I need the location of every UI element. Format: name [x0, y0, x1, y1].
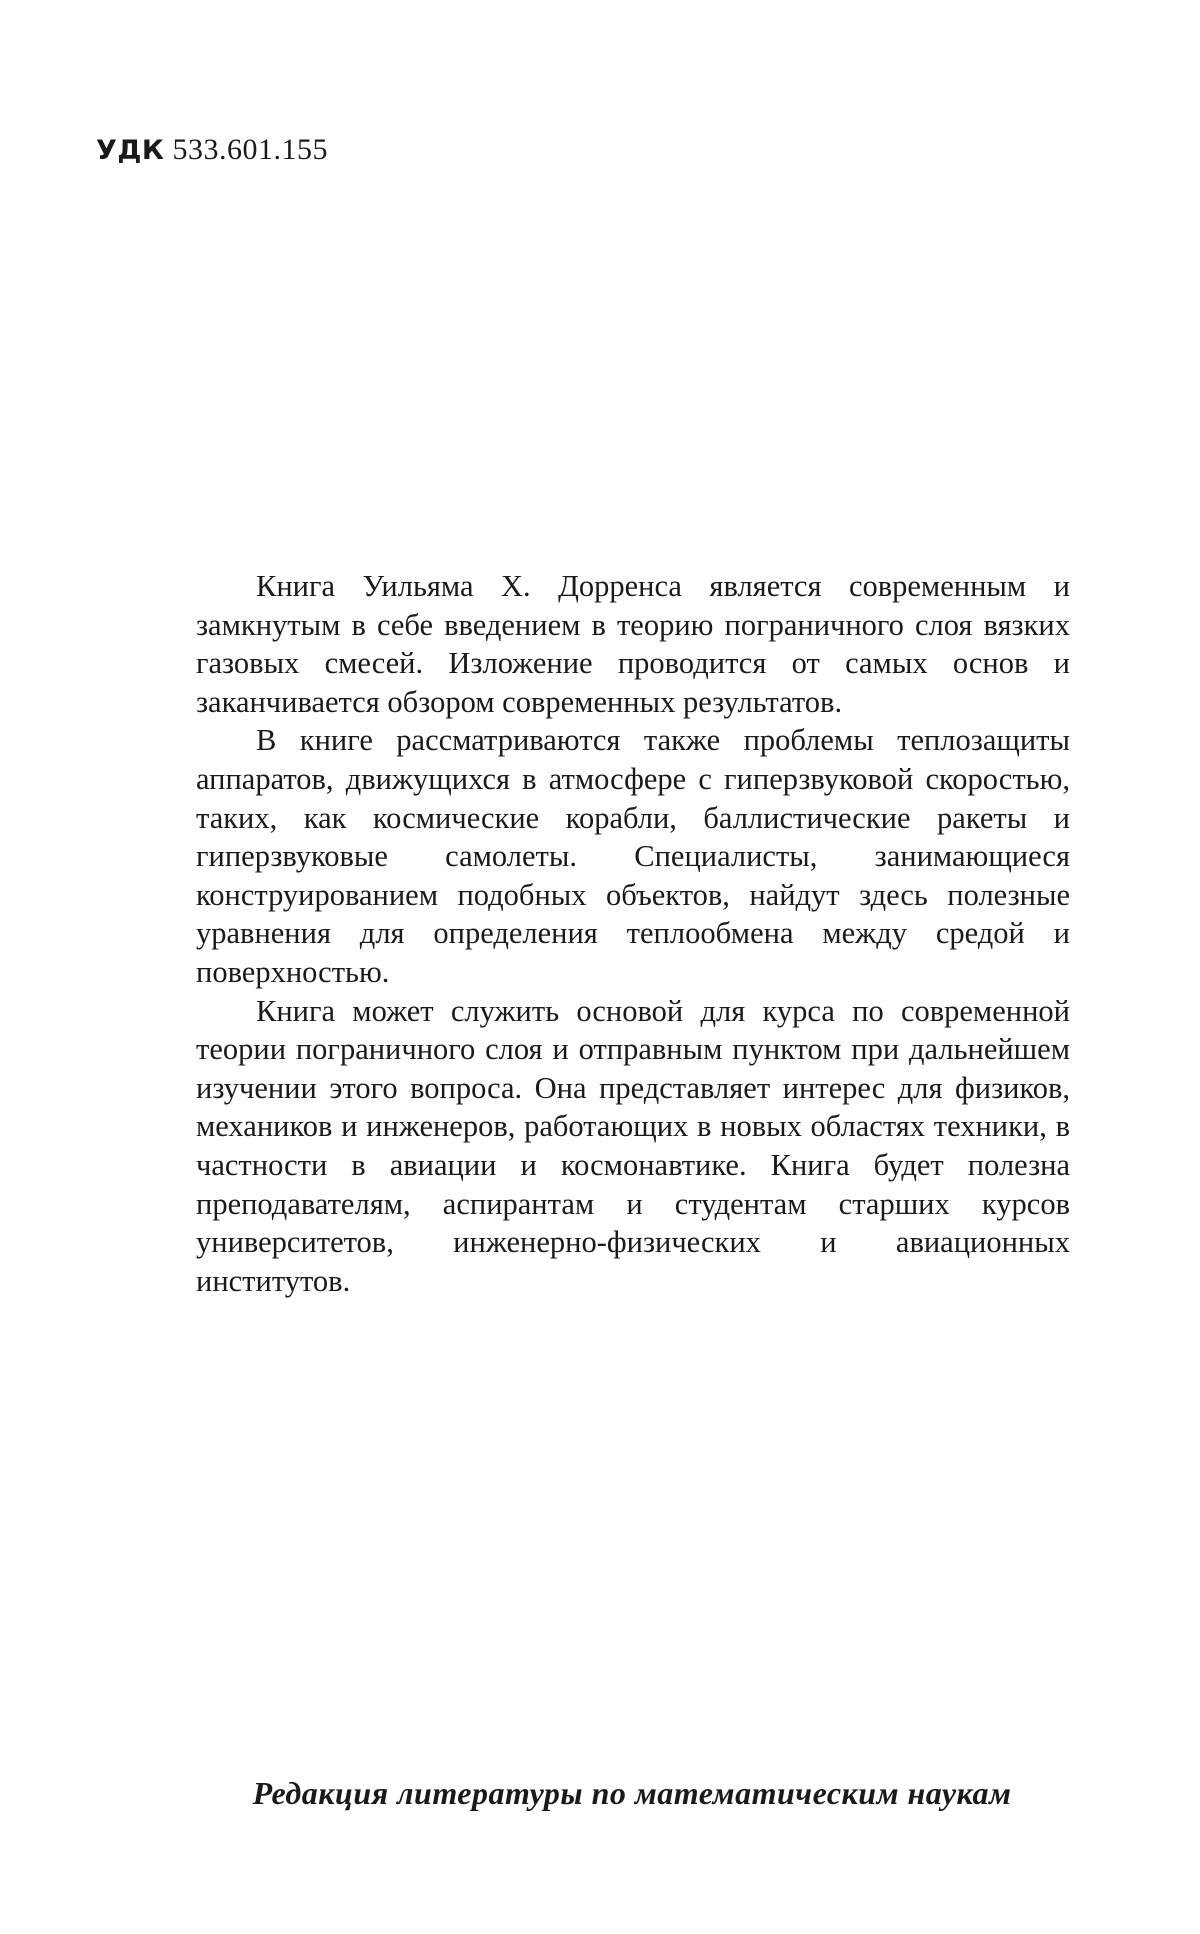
- annotation-paragraph-2: В книге рассматриваются также проблемы теплозащиты аппаратов, движущихся в атмосфере с гиперзвуковой скоростью, таких, как космические корабли, баллистические ракеты и гиперзвуковые самолеты. Специалисты, занимающиеся конструированием подобных объектов, найдут здесь полезные уравнения для определения теплообмена между средой и поверхностью.: [196, 723, 1070, 989]
- annotation-paragraph-1: Книга Уильяма X. Дорренса является современным и замкнутым в себе введением в теорию пограничного слоя вязких газовых смесей. Изложение проводится от самых основ и заканчивается обзором современных результатов.: [196, 569, 1070, 719]
- annotation-paragraph-3: Книга может служить основой для курса по современной теории пограничного слоя и отправным пунктом при дальнейшем изучении этого вопроса. Она представляет интерес для физиков, механиков и инженеров, работающих в новых областях техники, в частности в авиации и космонавтике. Книга будет полезна преподавателям, аспирантам и студентам старших курсов университетов, инженерно-физических и авиационных институтов.: [196, 993, 1070, 1298]
- udk-label: УДК: [96, 135, 165, 166]
- book-annotation: [196, 567, 1070, 1300]
- udk-code: 533.601.155: [172, 133, 328, 166]
- editorial-office-line: Редакция литературы по математическим наукам: [252, 1775, 1012, 1811]
- udk-classification: [96, 133, 328, 167]
